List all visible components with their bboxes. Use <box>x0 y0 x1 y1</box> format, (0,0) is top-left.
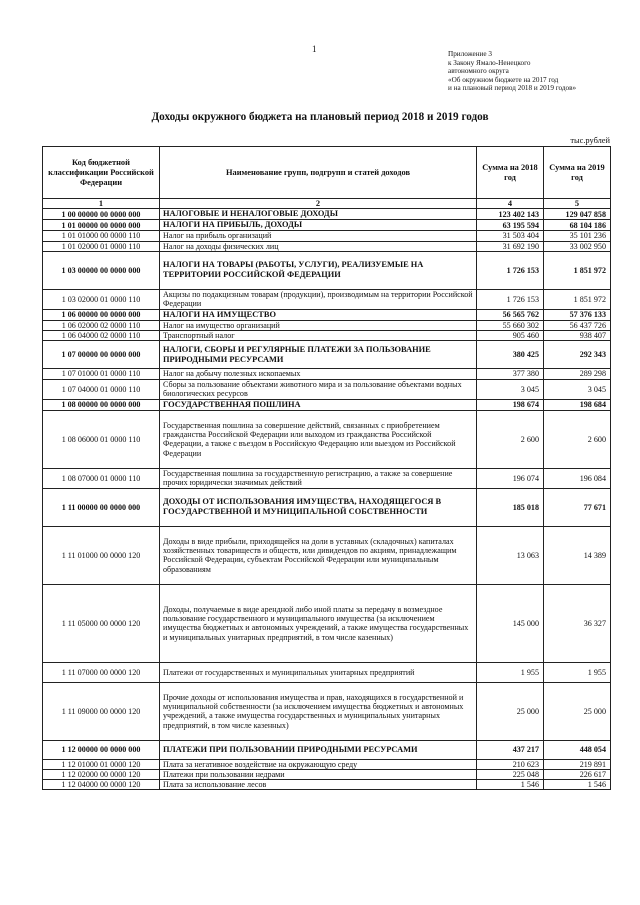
value-2019-cell: 292 343 <box>544 341 611 369</box>
name-cell: НАЛОГИ, СБОРЫ И РЕГУЛЯРНЫЕ ПЛАТЕЖИ ЗА ПОЛЬЗОВАНИЕ ПРИРОДНЫМИ РЕСУРСАМИ <box>160 341 477 369</box>
code-cell: 1 11 00000 00 0000 000 <box>43 488 160 526</box>
code-cell: 1 08 07000 01 0000 110 <box>43 468 160 488</box>
name-cell: НАЛОГОВЫЕ И НЕНАЛОГОВЫЕ ДОХОДЫ <box>160 209 477 220</box>
code-cell: 1 12 01000 01 0000 120 <box>43 759 160 769</box>
column-number: 2 <box>160 199 477 209</box>
name-cell: Доходы в виде прибыли, приходящейся на доли в уставных (складочных) капиталах хозяйственных товариществ и обществ, или дивидендов по акциям, принадлежащим Российской Федерации, субъектам Российской Федерации или муниципальным образованиям <box>160 526 477 584</box>
table-row <box>43 341 611 369</box>
revenue-table <box>42 146 611 790</box>
code-cell: 1 01 00000 00 0000 000 <box>43 220 160 231</box>
name-cell: Платежи при пользовании недрами <box>160 770 477 780</box>
appendix-line: автономного округа <box>448 67 509 76</box>
appendix-line: и на плановый период 2018 и 2019 годов» <box>448 84 577 93</box>
code-cell: 1 11 05000 00 0000 120 <box>43 584 160 662</box>
value-2019-cell: 289 298 <box>544 369 611 379</box>
name-cell: Налог на прибыль организаций <box>160 231 477 241</box>
name-cell: НАЛОГИ НА ПРИБЫЛЬ, ДОХОДЫ <box>160 220 477 231</box>
table-row <box>43 410 611 468</box>
units-label: тыс.рублей <box>570 136 610 145</box>
table-row <box>43 526 611 584</box>
value-2019-cell: 938 407 <box>544 331 611 341</box>
code-cell: 1 08 06000 01 0000 110 <box>43 410 160 468</box>
code-cell: 1 07 01000 01 0000 110 <box>43 369 160 379</box>
value-2019-cell: 77 671 <box>544 488 611 526</box>
value-2018-cell: 31 503 404 <box>477 231 544 241</box>
name-cell: Доходы, получаемые в виде арендной либо иной платы за передачу в возмездное пользование государственного и муниципального имущества (за исключением имущества бюджетных и автономных учреждений, а также имущества государственных и муниципальных унитарных предприятий, в том числе казенных) <box>160 584 477 662</box>
value-2019-cell: 219 891 <box>544 759 611 769</box>
name-cell: Прочие доходы от использования имущества и прав, находящихся в государственной и муниципальной собственности (за исключением имущества бюджетных и автономных учреждений, а также имущества государственных и муниципальных унитарных предприятий, в том числе казенных) <box>160 682 477 740</box>
value-2019-cell: 1 851 972 <box>544 289 611 309</box>
table-row <box>43 740 611 759</box>
value-2018-cell: 55 660 302 <box>477 321 544 331</box>
header-sum-2019: Сумма на 2019 год <box>544 147 611 199</box>
name-cell: Государственная пошлина за совершение действий, связанных с приобретением гражданства Российской Федерации или выходом из гражданства Российской Федерации, а также с въездом в Российскую Федерацию или выездом из Российской Федерации <box>160 410 477 468</box>
column-number: 5 <box>544 199 611 209</box>
table-row <box>43 369 611 379</box>
value-2018-cell: 56 565 762 <box>477 309 544 320</box>
value-2018-cell: 145 000 <box>477 584 544 662</box>
name-cell: Плата за использование лесов <box>160 780 477 790</box>
name-cell: Сборы за пользование объектами животного мира и за пользование объектами водных биологических ресурсов <box>160 379 477 399</box>
value-2019-cell: 56 437 726 <box>544 321 611 331</box>
value-2018-cell: 25 000 <box>477 682 544 740</box>
value-2019-cell: 2 600 <box>544 410 611 468</box>
table-row <box>43 662 611 682</box>
code-cell: 1 07 04000 01 0000 110 <box>43 379 160 399</box>
value-2018-cell: 225 048 <box>477 770 544 780</box>
value-2018-cell: 31 692 190 <box>477 241 544 251</box>
value-2019-cell: 1 546 <box>544 780 611 790</box>
value-2019-cell: 68 104 186 <box>544 220 611 231</box>
value-2018-cell: 185 018 <box>477 488 544 526</box>
code-cell: 1 00 00000 00 0000 000 <box>43 209 160 220</box>
table-row <box>43 220 611 231</box>
value-2018-cell: 1 726 153 <box>477 289 544 309</box>
code-cell: 1 03 00000 00 0000 000 <box>43 251 160 289</box>
name-cell: Плата за негативное воздействие на окружающую среду <box>160 759 477 769</box>
table-row <box>43 251 611 289</box>
page-number: 1 <box>312 44 317 54</box>
code-cell: 1 06 00000 00 0000 000 <box>43 309 160 320</box>
code-cell: 1 11 01000 00 0000 120 <box>43 526 160 584</box>
code-cell: 1 06 04000 02 0000 110 <box>43 331 160 341</box>
appendix-line: к Закону Ямало-Ненецкого <box>448 58 531 67</box>
value-2018-cell: 1 546 <box>477 780 544 790</box>
value-2018-cell: 437 217 <box>477 740 544 759</box>
header-sum-2018: Сумма на 2018 год <box>477 147 544 199</box>
table-row <box>43 309 611 320</box>
value-2019-cell: 57 376 133 <box>544 309 611 320</box>
table-row <box>43 682 611 740</box>
table-row <box>43 780 611 790</box>
value-2019-cell: 36 327 <box>544 584 611 662</box>
value-2018-cell: 196 074 <box>477 468 544 488</box>
column-number: 1 <box>43 199 160 209</box>
value-2019-cell: 226 617 <box>544 770 611 780</box>
value-2018-cell: 1 726 153 <box>477 251 544 289</box>
appendix-note <box>448 50 576 93</box>
value-2018-cell: 2 600 <box>477 410 544 468</box>
value-2019-cell: 129 047 858 <box>544 209 611 220</box>
value-2019-cell: 196 084 <box>544 468 611 488</box>
name-cell: Платежи от государственных и муниципальных унитарных предприятий <box>160 662 477 682</box>
name-cell: ГОСУДАРСТВЕННАЯ ПОШЛИНА <box>160 399 477 410</box>
name-cell: Налог на доходы физических лиц <box>160 241 477 251</box>
code-cell: 1 01 02000 01 0000 110 <box>43 241 160 251</box>
table-row <box>43 468 611 488</box>
table-row <box>43 488 611 526</box>
table-row <box>43 321 611 331</box>
value-2018-cell: 63 195 594 <box>477 220 544 231</box>
value-2019-cell: 25 000 <box>544 682 611 740</box>
table-row <box>43 209 611 220</box>
value-2018-cell: 13 063 <box>477 526 544 584</box>
name-cell: НАЛОГИ НА ИМУЩЕСТВО <box>160 309 477 320</box>
code-cell: 1 11 09000 00 0000 120 <box>43 682 160 740</box>
value-2018-cell: 123 402 143 <box>477 209 544 220</box>
code-cell: 1 12 04000 00 0000 120 <box>43 780 160 790</box>
value-2018-cell: 210 623 <box>477 759 544 769</box>
table-row <box>43 584 611 662</box>
value-2019-cell: 1 851 972 <box>544 251 611 289</box>
name-cell: ПЛАТЕЖИ ПРИ ПОЛЬЗОВАНИИ ПРИРОДНЫМИ РЕСУРСАМИ <box>160 740 477 759</box>
value-2018-cell: 380 425 <box>477 341 544 369</box>
name-cell: НАЛОГИ НА ТОВАРЫ (РАБОТЫ, УСЛУГИ), РЕАЛИЗУЕМЫЕ НА ТЕРРИТОРИИ РОССИЙСКОЙ ФЕДЕРАЦИИ <box>160 251 477 289</box>
value-2019-cell: 198 684 <box>544 399 611 410</box>
code-cell: 1 06 02000 02 0000 110 <box>43 321 160 331</box>
name-cell: ДОХОДЫ ОТ ИСПОЛЬЗОВАНИЯ ИМУЩЕСТВА, НАХОДЯЩЕГОСЯ В ГОСУДАРСТВЕННОЙ И МУНИЦИПАЛЬНОЙ СОБСТВЕННОСТИ <box>160 488 477 526</box>
value-2019-cell: 3 045 <box>544 379 611 399</box>
appendix-line: «Об окружном бюджете на 2017 год <box>448 75 559 84</box>
table-row <box>43 331 611 341</box>
value-2019-cell: 448 054 <box>544 740 611 759</box>
code-cell: 1 07 00000 00 0000 000 <box>43 341 160 369</box>
table-row <box>43 399 611 410</box>
value-2019-cell: 35 101 236 <box>544 231 611 241</box>
table-row <box>43 759 611 769</box>
code-cell: 1 01 01000 00 0000 110 <box>43 231 160 241</box>
code-cell: 1 03 02000 01 0000 110 <box>43 289 160 309</box>
table-row <box>43 770 611 780</box>
value-2018-cell: 905 460 <box>477 331 544 341</box>
value-2019-cell: 33 002 950 <box>544 241 611 251</box>
document-title: Доходы окружного бюджета на плановый период 2018 и 2019 годов <box>151 111 489 123</box>
table-row <box>43 379 611 399</box>
name-cell: Транспортный налог <box>160 331 477 341</box>
table-row <box>43 241 611 251</box>
header-name: Наименование групп, подгрупп и статей доходов <box>160 147 477 199</box>
code-cell: 1 11 07000 00 0000 120 <box>43 662 160 682</box>
code-cell: 1 12 02000 00 0000 120 <box>43 770 160 780</box>
value-2018-cell: 1 955 <box>477 662 544 682</box>
value-2018-cell: 377 380 <box>477 369 544 379</box>
table-row <box>43 231 611 241</box>
name-cell: Налог на добычу полезных ископаемых <box>160 369 477 379</box>
name-cell: Акцизы по подакцизным товарам (продукции), производимым на территории Российской Федерации <box>160 289 477 309</box>
value-2019-cell: 14 389 <box>544 526 611 584</box>
code-cell: 1 12 00000 00 0000 000 <box>43 740 160 759</box>
name-cell: Государственная пошлина за государственную регистрацию, а также за совершение прочих юридически значимых действий <box>160 468 477 488</box>
value-2018-cell: 198 674 <box>477 399 544 410</box>
appendix-line: Приложение 3 <box>448 50 492 58</box>
value-2018-cell: 3 045 <box>477 379 544 399</box>
table-row <box>43 289 611 309</box>
name-cell: Налог на имущество организаций <box>160 321 477 331</box>
column-number: 4 <box>477 199 544 209</box>
code-cell: 1 08 00000 00 0000 000 <box>43 399 160 410</box>
header-code: Код бюджетной классификации Российской Федерации <box>43 147 160 199</box>
value-2019-cell: 1 955 <box>544 662 611 682</box>
